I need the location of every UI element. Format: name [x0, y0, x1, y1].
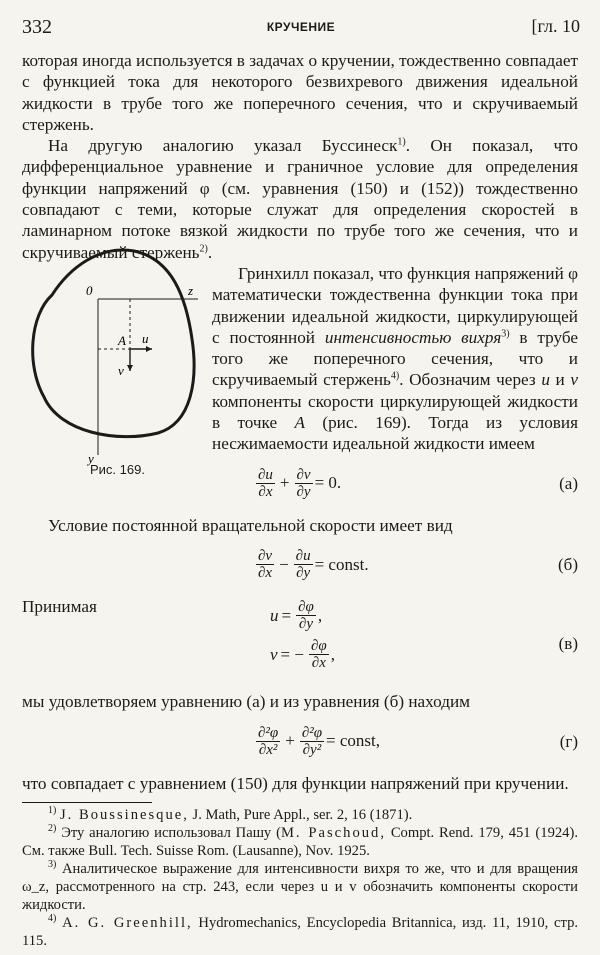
paragraph-4: Условие постоянной вращательной скорости имеет вид — [48, 515, 453, 535]
footnote-3: $^{3)}$ Аналитическое выражение для интенсивности вихря то же, что и для вращения ω_z, рассмотренного на стр. 243, если через u и v обозначить компоненты скорости жидкости. — [22, 858, 579, 913]
paragraph-3: Гринхилл показал, что функция напряжений φ математически тождественна функции тока при движении идеальной жидкости, циркулирующей с постоянной интенсивностью вихря$^{3)}$ в трубе того же поперечного сечения, что и скручиваемый стержень$^{4)}$. Обозначим через u и v компоненты скорости циркулирующей жидкости в точке A (рис. 169). Тогда из условия несжимаемости идеальной жидкости имеем — [212, 263, 579, 454]
origin-label: 0 — [86, 282, 93, 298]
u-label: u — [142, 330, 149, 346]
equation-g: $\frac{\text{∂²φ}}{\text{∂x²}}$ + $\frac{\text{∂²φ}}{\text{∂y²}}$ = const, (г) — [258, 724, 578, 758]
figure-169 — [22, 221, 200, 481]
equation-v-label: (в) — [558, 634, 578, 654]
equation-g-label: (г) — [559, 731, 578, 751]
paragraph-7: что совпадает с уравнением (150) для функции напряжений при кручении. — [22, 773, 569, 793]
v-arrowhead — [127, 365, 133, 371]
equation-b-label: (б) — [558, 554, 578, 574]
figure-diagram — [22, 237, 200, 467]
footnote-2: $^{2)}$ Эту аналогию использовал Пашу (M. Paschoud, Compt. Rend. 179, 451 (1924). См. также Bull. Tech. Suisse Rom. (Lausanne), Nov. 1925. — [22, 822, 578, 859]
paragraph-2: На другую аналогию указал Буссинеск$^{1)}$. Он показал, что дифференциальное уравнение и граничное условие для определения функции напряжений φ (см. уравнения (150) и (152)) тождественно совпадают с теми, которые служат для определения скоростей в ламинарном потоке вязкой жидкости по трубе того же сечения, что и скручиваемый стержень$^{2)}$. — [22, 136, 579, 262]
equation-v: u = $\frac{\partial\varphi}{\partial y}$ , v = − $\frac{\partial\varphi}{\partial x}$ , (в) — [270, 599, 578, 672]
footnote-1: $^{1)}$ J. Boussinesque, J. Math, Pure Appl., ser. 2, 16 (1871). — [48, 804, 413, 823]
cross-section-contour — [33, 250, 194, 437]
equation-a: $\frac{\partial u}{\partial x}$ + $\frac{\partial v}{\partial y}$ = 0. (а) — [258, 466, 578, 500]
footnote-rule — [22, 802, 152, 803]
page-header — [22, 16, 580, 40]
equation-b: $\frac{\partial v}{\partial x}$ − $\frac{\partial u}{\partial y}$ = const. (б) — [258, 547, 578, 581]
u-arrowhead — [146, 346, 152, 352]
page-body — [22, 50, 578, 950]
v-label: v — [118, 362, 124, 378]
footnote-4: $^{4)}$ A. G. Greenhill, Hydromechanics, Encyclopedia Britannica, изд. 11, 1910, стр. 115. — [22, 912, 579, 949]
paragraph-1: которая иногда используется в задачах о кручении, тождественно совпадает с функцией тока для некоторого безвихревого движения идеальной жидкости в трубе того же поперечного сечения, что и скручиваемый стержень. — [22, 51, 578, 134]
figure-caption: Рис. 169. — [90, 461, 145, 477]
paragraph-5: Принимая — [22, 596, 97, 616]
paragraph-6: мы удовлетворяем уравнению (а) и из уравнения (б) находим — [22, 692, 471, 712]
chapter-ref: [гл. 10 — [531, 16, 580, 36]
z-axis-label: z — [188, 282, 194, 298]
y-axis-label: y — [88, 450, 94, 466]
equation-a-label: (а) — [559, 473, 578, 493]
point-a-label: A — [118, 332, 126, 348]
running-title: КРУЧЕНИЕ — [266, 20, 336, 34]
page-number: 332 — [22, 16, 52, 38]
